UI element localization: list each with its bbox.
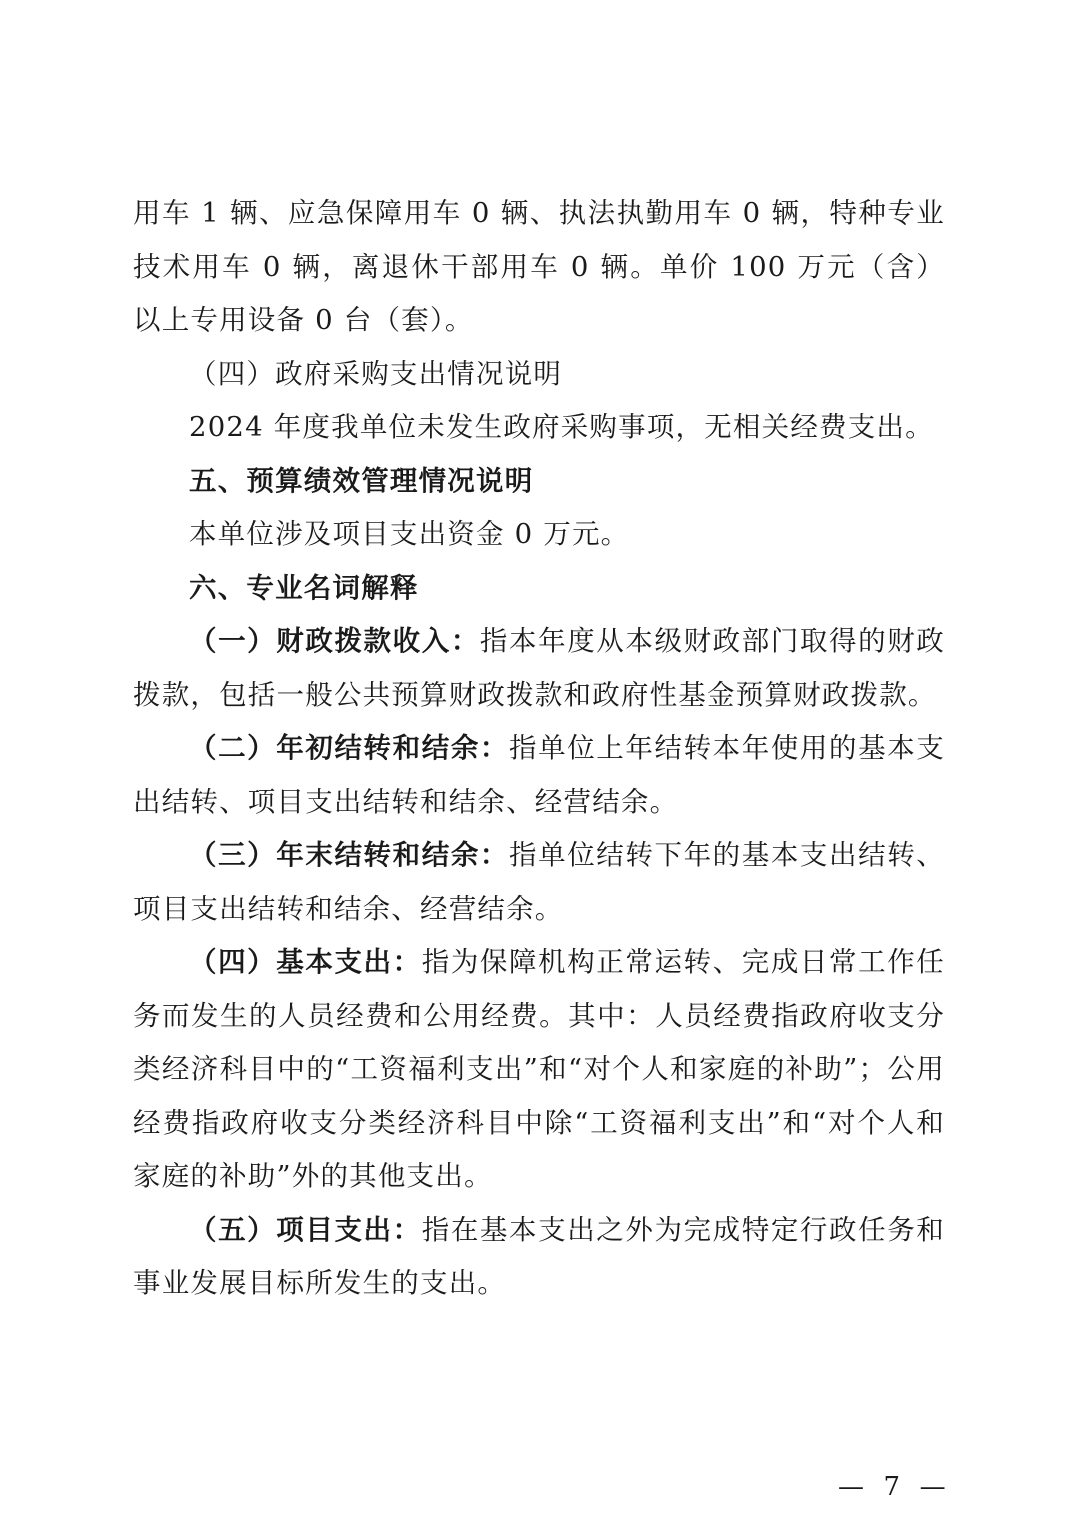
- document-body: [133, 187, 945, 1311]
- term-text: 指在基本支出之外为完成特定行政任务和事业发展目标所发生的支出。: [133, 1213, 945, 1299]
- term-definition: [133, 722, 945, 829]
- term-label: （五）项目支出：: [189, 1213, 422, 1246]
- procurement-paragraph: 2024 年度我单位未发生政府采购事项，无相关经费支出。: [189, 411, 934, 443]
- section-5-heading: 五、预算绩效管理情况说明: [189, 464, 534, 497]
- section-5-paragraph: 本单位涉及项目支出资金 0 万元。: [189, 518, 630, 550]
- term-label: （一）财政拨款收入：: [189, 625, 480, 657]
- term-definition: [133, 829, 945, 936]
- term-text: 指为保障机构正常运转、完成日常工作任务而发生的人员经费和公用经费。其中：人员经费指政府收支分类经济科目中的“工资福利支出”和“对个人和家庭的补助”；公用经费指政府收支分类经济科目中除“工资福利支出”和“对个人和家庭的补助”外的其他支出。: [133, 946, 945, 1192]
- term-text: 指单位结转下年的基本支出结转、项目支出结转和结余、经营结余。: [133, 839, 946, 925]
- procurement-heading: （四）政府采购支出情况说明: [189, 357, 563, 390]
- term-definition: [133, 936, 945, 1204]
- term-definition: [133, 1204, 945, 1311]
- section-6-heading: 六、专业名词解释: [189, 571, 419, 604]
- term-definition: [133, 615, 945, 722]
- term-label: （二）年初结转和结余：: [189, 732, 510, 764]
- term-label: （三）年末结转和结余：: [189, 839, 510, 871]
- page-number: — 7 —: [838, 1472, 947, 1502]
- vehicle-paragraph: 用车 1 辆、应急保障用车 0 辆、执法执勤用车 0 辆，特种专业技术用车 0 辆，离退休干部用车 0 辆。单价 100 万元（含）以上专用设备 0 台（套）。: [133, 197, 945, 336]
- term-text: 指单位上年结转本年使用的基本支出结转、项目支出结转和结余、经营结余。: [133, 732, 946, 818]
- term-text: 指本年度从本级财政部门取得的财政拨款，包括一般公共预算财政拨款和政府性基金预算财政拨款。: [133, 625, 945, 711]
- term-label: （四）基本支出：: [189, 946, 422, 978]
